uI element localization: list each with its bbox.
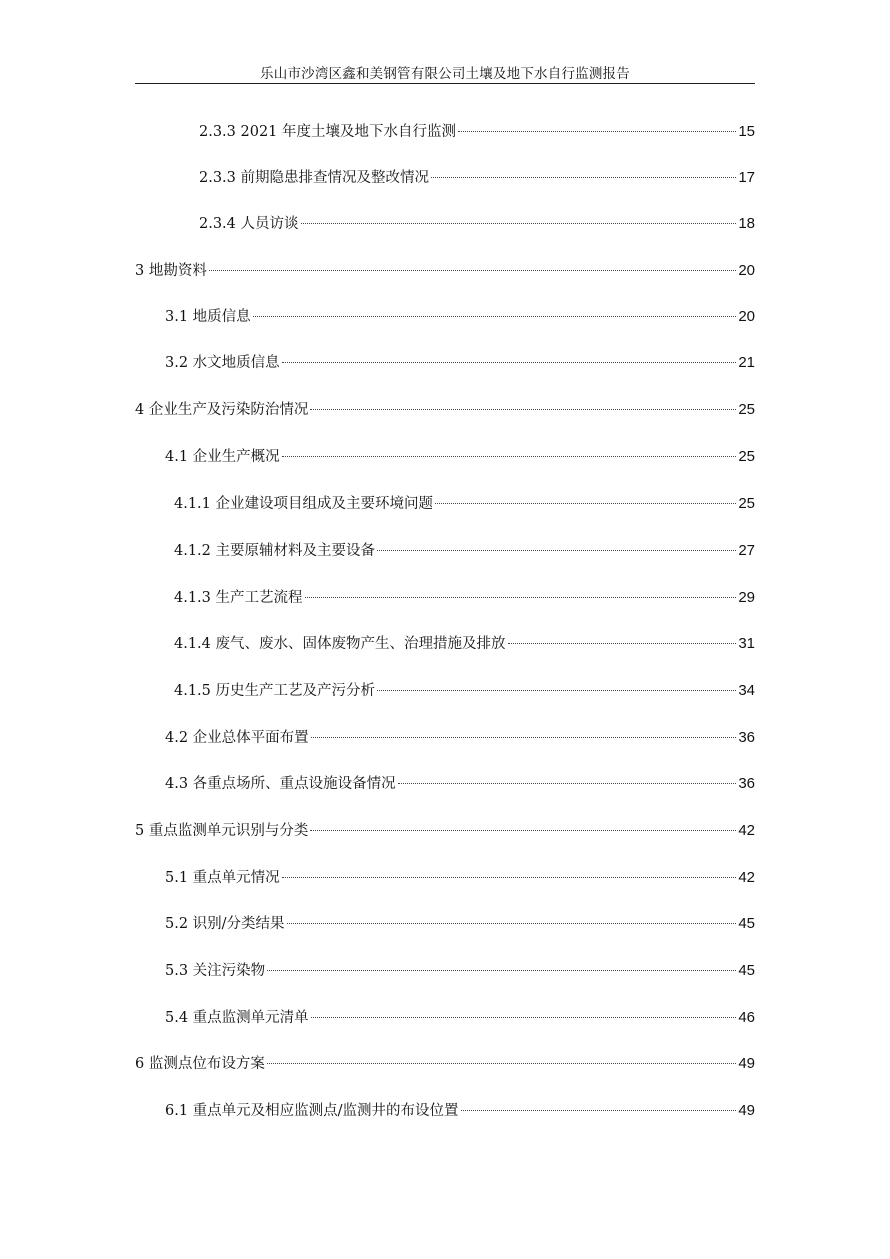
toc-leader-dots xyxy=(377,690,736,691)
toc-entry-label: 5.4 重点监测单元清单 xyxy=(165,1010,309,1026)
toc-entry[interactable] xyxy=(165,1099,755,1123)
toc-entry[interactable] xyxy=(199,166,755,190)
toc-page-number: 20 xyxy=(738,308,755,325)
toc-entry[interactable] xyxy=(199,212,755,236)
toc-entry[interactable] xyxy=(165,351,755,375)
toc-leader-dots xyxy=(282,456,737,457)
toc-entry[interactable] xyxy=(135,398,755,422)
toc-page-number: 34 xyxy=(738,682,755,699)
toc-page-number: 36 xyxy=(738,729,755,746)
toc-leader-dots xyxy=(282,362,737,363)
toc-page-number: 46 xyxy=(738,1009,755,1026)
toc-entry-label: 4.3 各重点场所、重点设施设备情况 xyxy=(165,776,396,792)
toc-entry-label: 3 地勘资料 xyxy=(135,263,207,279)
toc-entry[interactable] xyxy=(165,445,755,469)
toc-entry[interactable] xyxy=(165,772,755,796)
toc-entry-label: 4.1.3 生产工艺流程 xyxy=(174,590,303,606)
toc-leader-dots xyxy=(377,550,736,551)
toc-entry[interactable] xyxy=(165,726,755,750)
toc-leader-dots xyxy=(253,316,737,317)
toc-entry-label: 4.1.4 废气、废水、固体废物产生、治理措施及排放 xyxy=(174,636,506,652)
toc-leader-dots xyxy=(435,503,736,504)
toc-entry[interactable] xyxy=(165,1006,755,1030)
toc-entry-label: 3.1 地质信息 xyxy=(165,309,251,325)
toc-entry-label: 3.2 水文地质信息 xyxy=(165,355,280,371)
toc-page-number: 20 xyxy=(738,262,755,279)
toc-entry[interactable] xyxy=(174,679,755,703)
toc-page-number: 31 xyxy=(738,635,755,652)
toc-page-number: 15 xyxy=(738,123,755,140)
toc-entry[interactable] xyxy=(199,120,755,144)
toc-leader-dots xyxy=(310,830,736,831)
toc-entry-label: 5.3 关注污染物 xyxy=(165,963,266,979)
toc-entry-label: 4.1.2 主要原辅材料及主要设备 xyxy=(174,543,376,559)
toc-leader-dots xyxy=(461,1110,737,1111)
toc-entry[interactable] xyxy=(174,539,755,563)
toc-page-number: 42 xyxy=(738,822,755,839)
toc-entry-label: 4.1 企业生产概况 xyxy=(165,449,280,465)
toc-entry-label: 4 企业生产及污染防治情况 xyxy=(135,402,309,418)
toc-entry-label: 6 监测点位布设方案 xyxy=(135,1056,265,1072)
toc-page-number: 25 xyxy=(738,401,755,418)
toc-entry-label: 5 重点监测单元识别与分类 xyxy=(135,823,309,839)
toc-page-number: 49 xyxy=(738,1102,755,1119)
toc-leader-dots xyxy=(287,923,737,924)
toc-leader-dots xyxy=(305,597,737,598)
toc-page-number: 45 xyxy=(738,962,755,979)
toc-page-number: 29 xyxy=(738,589,755,606)
toc-entry-label: 4.2 企业总体平面布置 xyxy=(165,730,309,746)
toc-page-number: 21 xyxy=(738,354,755,371)
toc-leader-dots xyxy=(398,783,737,784)
toc-entry[interactable] xyxy=(165,912,755,936)
toc-leader-dots xyxy=(508,643,737,644)
toc-page-number: 45 xyxy=(738,915,755,932)
toc-page-number: 36 xyxy=(738,775,755,792)
toc-entry[interactable] xyxy=(135,259,755,283)
toc-leader-dots xyxy=(458,131,736,132)
toc-entry-label: 4.1.5 历史生产工艺及产污分析 xyxy=(174,683,376,699)
toc-entry-label: 2.3.4 人员访谈 xyxy=(199,216,299,232)
toc-entry-label: 5.1 重点单元情况 xyxy=(165,870,280,886)
header-rule xyxy=(135,83,755,84)
toc-entry-label: 4.1.1 企业建设项目组成及主要环境问题 xyxy=(174,496,434,512)
toc-entry[interactable] xyxy=(165,305,755,329)
toc-entry[interactable] xyxy=(165,866,755,890)
toc-entry-label: 2.3.3 前期隐患排查情况及整改情况 xyxy=(199,170,430,186)
toc-page-number: 25 xyxy=(738,448,755,465)
toc-leader-dots xyxy=(301,223,737,224)
toc-leader-dots xyxy=(311,1017,737,1018)
toc-page-number: 27 xyxy=(738,542,755,559)
toc-leader-dots xyxy=(311,737,737,738)
toc-entry[interactable] xyxy=(174,632,755,656)
toc-entry-label: 5.2 识别/分类结果 xyxy=(165,916,285,932)
toc-leader-dots xyxy=(282,877,737,878)
toc-entry-label: 2.3.3 2021 年度土壤及地下水自行监测 xyxy=(199,124,457,140)
toc-leader-dots xyxy=(267,1063,736,1064)
toc-page-number: 25 xyxy=(738,495,755,512)
page-header-title: 乐山市沙湾区鑫和美钢管有限公司土壤及地下水自行监测报告 xyxy=(260,66,630,82)
toc-page-number: 17 xyxy=(738,169,755,186)
toc-entry[interactable] xyxy=(135,1052,755,1076)
toc-entry-label: 6.1 重点单元及相应监测点/监测井的布设位置 xyxy=(165,1103,459,1119)
toc-page-number: 42 xyxy=(738,869,755,886)
toc-leader-dots xyxy=(431,177,736,178)
toc-page-number: 18 xyxy=(738,215,755,232)
toc-entry[interactable] xyxy=(135,819,755,843)
toc-leader-dots xyxy=(310,409,736,410)
toc-leader-dots xyxy=(209,270,736,271)
toc-leader-dots xyxy=(267,970,736,971)
toc-entry[interactable] xyxy=(174,586,755,610)
toc-entry[interactable] xyxy=(174,492,755,516)
toc-page-number: 49 xyxy=(738,1055,755,1072)
toc-entry[interactable] xyxy=(165,959,755,983)
